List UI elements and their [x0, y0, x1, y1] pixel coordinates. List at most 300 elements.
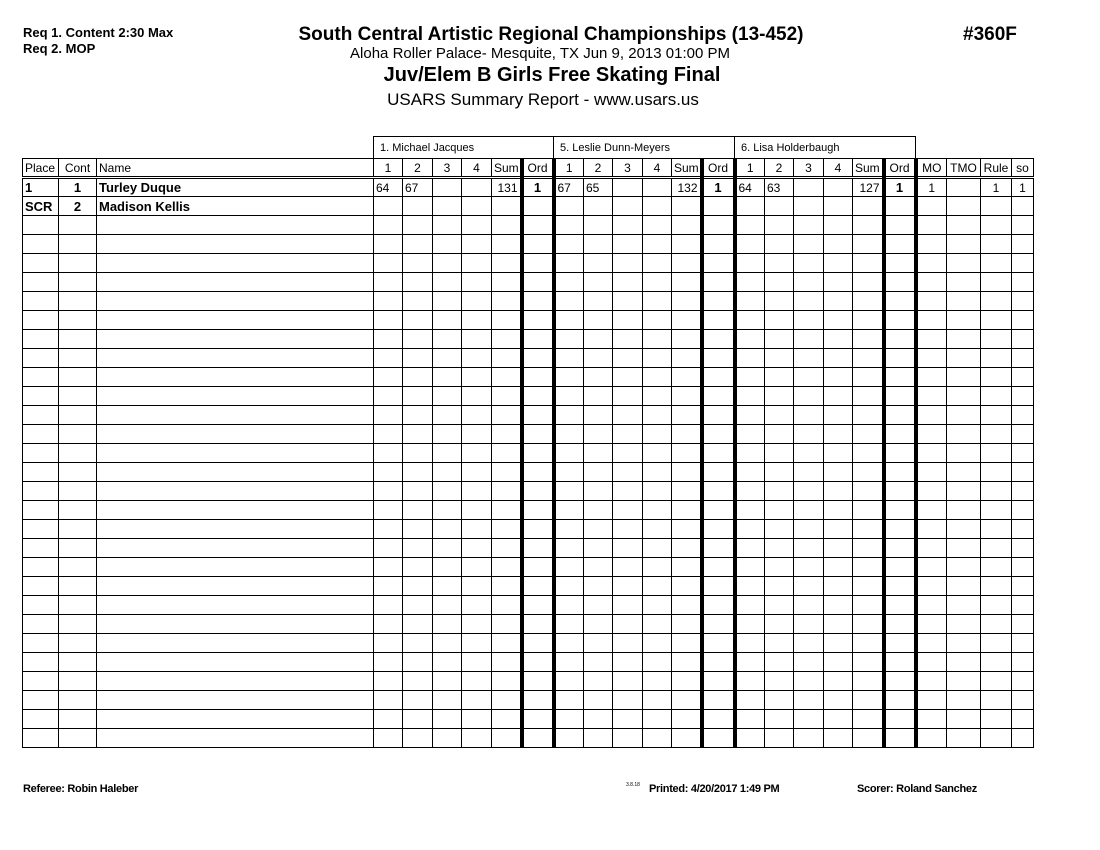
- empty-cell: [672, 710, 702, 729]
- empty-cell: [981, 539, 1012, 558]
- empty-cell: [97, 444, 374, 463]
- empty-cell: [59, 330, 97, 349]
- empty-cell: [735, 482, 765, 501]
- empty-cell: [643, 254, 672, 273]
- empty-cell: [672, 330, 702, 349]
- empty-cell: [853, 235, 884, 254]
- empty-cell: [947, 273, 981, 292]
- empty-cell: [765, 387, 794, 406]
- empty-cell: [794, 254, 824, 273]
- empty-cell: [916, 672, 947, 691]
- empty-cell: [765, 406, 794, 425]
- empty-cell: [462, 596, 492, 615]
- empty-cell: [492, 729, 522, 748]
- empty-cell: [97, 368, 374, 387]
- empty-cell: [462, 235, 492, 254]
- empty-cell: [735, 254, 765, 273]
- empty-cell: [522, 558, 554, 577]
- empty-cell: [554, 691, 584, 710]
- empty-cell: [492, 273, 522, 292]
- empty-cell: [433, 425, 462, 444]
- empty-cell: [584, 520, 613, 539]
- empty-cell: [492, 672, 522, 691]
- empty-cell: [522, 710, 554, 729]
- empty-cell: [433, 444, 462, 463]
- empty-cell: [672, 254, 702, 273]
- empty-cell: [765, 349, 794, 368]
- empty-cell: [916, 691, 947, 710]
- empty-cell: [765, 615, 794, 634]
- empty-cell: [522, 501, 554, 520]
- empty-cell: [97, 406, 374, 425]
- empty-cell: [765, 444, 794, 463]
- empty-cell: [59, 691, 97, 710]
- scorer-label: Scorer: Roland Sanchez: [857, 783, 977, 795]
- empty-cell: [735, 368, 765, 387]
- empty-cell: [853, 653, 884, 672]
- empty-cell: [554, 577, 584, 596]
- name-cell: Turley Duque: [97, 178, 374, 197]
- empty-cell: [735, 577, 765, 596]
- empty-cell: [1012, 387, 1034, 406]
- empty-cell: [853, 330, 884, 349]
- empty-cell: [981, 691, 1012, 710]
- j1-score-cell: [433, 197, 462, 216]
- empty-cell: [522, 634, 554, 653]
- empty-cell: [643, 482, 672, 501]
- empty-cell: [374, 615, 403, 634]
- empty-cell: [59, 292, 97, 311]
- empty-cell: [916, 406, 947, 425]
- empty-cell: [1012, 368, 1034, 387]
- empty-cell: [947, 501, 981, 520]
- empty-cell: [824, 330, 853, 349]
- empty-cell: [23, 558, 59, 577]
- empty-cell: [672, 520, 702, 539]
- empty-cell: [97, 501, 374, 520]
- empty-cell: [702, 691, 735, 710]
- empty-cell: [1012, 729, 1034, 748]
- empty-cell: [916, 653, 947, 672]
- j2-col-1: 1: [554, 159, 584, 178]
- place-cell: SCR: [23, 197, 59, 216]
- empty-cell: [462, 425, 492, 444]
- j1-col-2: 2: [403, 159, 433, 178]
- empty-cell: [884, 672, 916, 691]
- empty-cell: [672, 311, 702, 330]
- empty-cell: [554, 311, 584, 330]
- empty-cell: [702, 615, 735, 634]
- empty-cell: [492, 463, 522, 482]
- rule-cell: [981, 197, 1012, 216]
- empty-cell: [884, 235, 916, 254]
- empty-cell: [554, 444, 584, 463]
- empty-row: [23, 558, 1034, 577]
- empty-cell: [643, 330, 672, 349]
- empty-cell: [23, 691, 59, 710]
- empty-cell: [853, 425, 884, 444]
- empty-cell: [522, 311, 554, 330]
- empty-cell: [613, 539, 643, 558]
- empty-cell: [643, 520, 672, 539]
- empty-cell: [374, 235, 403, 254]
- cont-cell: 1: [59, 178, 97, 197]
- empty-cell: [824, 349, 853, 368]
- empty-cell: [97, 710, 374, 729]
- empty-cell: [853, 482, 884, 501]
- empty-cell: [403, 254, 433, 273]
- empty-cell: [584, 463, 613, 482]
- empty-cell: [23, 729, 59, 748]
- empty-cell: [824, 672, 853, 691]
- empty-row: [23, 235, 1034, 254]
- empty-cell: [374, 501, 403, 520]
- empty-cell: [97, 691, 374, 710]
- empty-cell: [643, 216, 672, 235]
- empty-cell: [884, 710, 916, 729]
- competition-title: South Central Artistic Regional Championships (13-452): [298, 24, 804, 45]
- empty-cell: [765, 216, 794, 235]
- empty-cell: [735, 634, 765, 653]
- empty-row: [23, 273, 1034, 292]
- empty-cell: [462, 615, 492, 634]
- empty-cell: [492, 387, 522, 406]
- empty-cell: [916, 254, 947, 273]
- empty-cell: [643, 387, 672, 406]
- empty-cell: [824, 501, 853, 520]
- empty-cell: [672, 387, 702, 406]
- empty-cell: [462, 501, 492, 520]
- empty-cell: [1012, 482, 1034, 501]
- j3-col-2: 2: [765, 159, 794, 178]
- empty-cell: [735, 653, 765, 672]
- empty-cell: [433, 520, 462, 539]
- empty-cell: [59, 710, 97, 729]
- empty-cell: [403, 615, 433, 634]
- empty-cell: [584, 710, 613, 729]
- empty-cell: [794, 710, 824, 729]
- empty-cell: [643, 463, 672, 482]
- empty-cell: [374, 292, 403, 311]
- empty-cell: [554, 539, 584, 558]
- col-tmo: TMO: [947, 159, 981, 178]
- empty-cell: [522, 539, 554, 558]
- j2-col-3: 3: [613, 159, 643, 178]
- empty-cell: [672, 539, 702, 558]
- empty-cell: [702, 292, 735, 311]
- j2-score-cell: [554, 197, 584, 216]
- empty-cell: [735, 406, 765, 425]
- empty-cell: [374, 691, 403, 710]
- empty-cell: [554, 729, 584, 748]
- empty-cell: [492, 615, 522, 634]
- empty-cell: [947, 729, 981, 748]
- empty-row: [23, 482, 1034, 501]
- empty-cell: [884, 577, 916, 596]
- empty-cell: [97, 463, 374, 482]
- empty-cell: [947, 653, 981, 672]
- empty-cell: [735, 691, 765, 710]
- empty-cell: [947, 254, 981, 273]
- j3-score-cell: [794, 178, 824, 197]
- empty-cell: [59, 349, 97, 368]
- empty-cell: [403, 368, 433, 387]
- empty-cell: [765, 330, 794, 349]
- j1-score-cell: 1: [522, 178, 554, 197]
- empty-cell: [884, 634, 916, 653]
- empty-cell: [462, 254, 492, 273]
- empty-cell: [1012, 539, 1034, 558]
- empty-cell: [981, 425, 1012, 444]
- empty-cell: [853, 387, 884, 406]
- empty-cell: [554, 501, 584, 520]
- j3-score-cell: 63: [765, 178, 794, 197]
- empty-cell: [884, 425, 916, 444]
- empty-cell: [916, 482, 947, 501]
- rule-cell: 1: [981, 178, 1012, 197]
- empty-cell: [433, 634, 462, 653]
- empty-cell: [613, 463, 643, 482]
- col-name: Name: [97, 159, 374, 178]
- j2-col-ord: Ord: [702, 159, 735, 178]
- empty-cell: [947, 235, 981, 254]
- empty-cell: [554, 349, 584, 368]
- empty-cell: [462, 406, 492, 425]
- empty-cell: [403, 406, 433, 425]
- empty-cell: [853, 596, 884, 615]
- empty-cell: [522, 672, 554, 691]
- empty-cell: [59, 444, 97, 463]
- empty-cell: [522, 729, 554, 748]
- empty-cell: [947, 539, 981, 558]
- empty-cell: [794, 368, 824, 387]
- j1-score-cell: [462, 178, 492, 197]
- empty-cell: [59, 368, 97, 387]
- empty-cell: [554, 615, 584, 634]
- empty-cell: [794, 729, 824, 748]
- empty-cell: [1012, 577, 1034, 596]
- empty-cell: [492, 425, 522, 444]
- empty-cell: [735, 387, 765, 406]
- empty-cell: [947, 292, 981, 311]
- empty-cell: [884, 406, 916, 425]
- empty-row: [23, 653, 1034, 672]
- empty-cell: [554, 463, 584, 482]
- empty-cell: [794, 615, 824, 634]
- empty-cell: [702, 368, 735, 387]
- empty-cell: [23, 501, 59, 520]
- empty-cell: [672, 634, 702, 653]
- empty-cell: [433, 349, 462, 368]
- empty-cell: [702, 330, 735, 349]
- empty-cell: [584, 273, 613, 292]
- empty-cell: [702, 672, 735, 691]
- empty-cell: [643, 273, 672, 292]
- empty-cell: [433, 482, 462, 501]
- empty-cell: [433, 273, 462, 292]
- empty-cell: [794, 577, 824, 596]
- empty-cell: [584, 482, 613, 501]
- empty-row: [23, 254, 1034, 273]
- empty-cell: [462, 634, 492, 653]
- empty-cell: [584, 330, 613, 349]
- empty-cell: [59, 406, 97, 425]
- empty-cell: [916, 634, 947, 653]
- empty-cell: [853, 349, 884, 368]
- j3-score-cell: [884, 197, 916, 216]
- empty-cell: [672, 349, 702, 368]
- empty-cell: [702, 596, 735, 615]
- empty-cell: [613, 653, 643, 672]
- place-cell: 1: [23, 178, 59, 197]
- empty-cell: [735, 444, 765, 463]
- empty-cell: [59, 653, 97, 672]
- empty-cell: [643, 349, 672, 368]
- empty-cell: [765, 463, 794, 482]
- empty-cell: [59, 672, 97, 691]
- empty-cell: [97, 672, 374, 691]
- empty-cell: [433, 216, 462, 235]
- empty-cell: [613, 254, 643, 273]
- empty-cell: [374, 463, 403, 482]
- empty-cell: [374, 634, 403, 653]
- empty-cell: [97, 596, 374, 615]
- empty-cell: [59, 216, 97, 235]
- empty-cell: [522, 596, 554, 615]
- table-header-row: [23, 159, 1034, 178]
- empty-cell: [794, 501, 824, 520]
- empty-cell: [97, 539, 374, 558]
- j2-score-cell: [672, 197, 702, 216]
- empty-cell: [981, 235, 1012, 254]
- empty-cell: [433, 406, 462, 425]
- j2-col-sum: Sum: [672, 159, 702, 178]
- empty-cell: [492, 311, 522, 330]
- empty-cell: [374, 710, 403, 729]
- empty-cell: [554, 425, 584, 444]
- empty-cell: [672, 596, 702, 615]
- empty-cell: [374, 577, 403, 596]
- empty-cell: [23, 710, 59, 729]
- empty-cell: [1012, 558, 1034, 577]
- empty-cell: [23, 577, 59, 596]
- empty-cell: [613, 216, 643, 235]
- empty-cell: [433, 596, 462, 615]
- empty-cell: [672, 729, 702, 748]
- empty-cell: [554, 387, 584, 406]
- empty-cell: [702, 729, 735, 748]
- empty-cell: [403, 216, 433, 235]
- empty-cell: [824, 311, 853, 330]
- empty-cell: [794, 596, 824, 615]
- empty-cell: [981, 273, 1012, 292]
- empty-cell: [522, 273, 554, 292]
- empty-cell: [672, 482, 702, 501]
- empty-cell: [672, 558, 702, 577]
- empty-cell: [492, 254, 522, 273]
- empty-cell: [853, 539, 884, 558]
- empty-cell: [824, 691, 853, 710]
- empty-cell: [981, 254, 1012, 273]
- empty-cell: [765, 482, 794, 501]
- j1-col-1: 1: [374, 159, 403, 178]
- judge-header-1: 1. Michael Jacques: [373, 136, 554, 158]
- j1-col-ord: Ord: [522, 159, 554, 178]
- empty-cell: [613, 311, 643, 330]
- tmo-cell: [947, 178, 981, 197]
- empty-cell: [853, 672, 884, 691]
- empty-cell: [824, 406, 853, 425]
- empty-cell: [522, 387, 554, 406]
- j2-score-cell: [702, 197, 735, 216]
- empty-cell: [403, 463, 433, 482]
- empty-cell: [672, 615, 702, 634]
- j2-score-cell: [643, 178, 672, 197]
- empty-cell: [23, 520, 59, 539]
- empty-cell: [643, 235, 672, 254]
- empty-cell: [916, 330, 947, 349]
- empty-cell: [403, 273, 433, 292]
- empty-cell: [643, 444, 672, 463]
- empty-cell: [981, 729, 1012, 748]
- empty-cell: [59, 425, 97, 444]
- empty-cell: [765, 311, 794, 330]
- empty-cell: [374, 330, 403, 349]
- empty-cell: [584, 577, 613, 596]
- empty-cell: [554, 216, 584, 235]
- j3-score-cell: [735, 197, 765, 216]
- col-place: Place: [23, 159, 59, 178]
- j3-col-1: 1: [735, 159, 765, 178]
- empty-cell: [765, 292, 794, 311]
- empty-cell: [643, 615, 672, 634]
- empty-cell: [584, 387, 613, 406]
- table-row: [23, 197, 1034, 216]
- empty-cell: [584, 729, 613, 748]
- j2-score-cell: 132: [672, 178, 702, 197]
- empty-cell: [23, 406, 59, 425]
- empty-cell: [1012, 596, 1034, 615]
- empty-cell: [643, 406, 672, 425]
- table-row: [23, 178, 1034, 197]
- empty-cell: [23, 311, 59, 330]
- empty-cell: [613, 235, 643, 254]
- empty-cell: [584, 596, 613, 615]
- empty-cell: [916, 387, 947, 406]
- empty-cell: [374, 425, 403, 444]
- venue-date: Aloha Roller Palace- Mesquite, TX Jun 9, 2013 01:00 PM: [350, 45, 730, 62]
- empty-cell: [916, 235, 947, 254]
- empty-cell: [59, 482, 97, 501]
- empty-cell: [765, 634, 794, 653]
- empty-cell: [403, 539, 433, 558]
- empty-cell: [853, 729, 884, 748]
- empty-cell: [1012, 406, 1034, 425]
- empty-cell: [374, 539, 403, 558]
- empty-cell: [981, 520, 1012, 539]
- empty-cell: [643, 729, 672, 748]
- col-cont: Cont: [59, 159, 97, 178]
- empty-cell: [981, 577, 1012, 596]
- empty-cell: [59, 596, 97, 615]
- empty-cell: [374, 653, 403, 672]
- empty-cell: [59, 235, 97, 254]
- empty-cell: [554, 520, 584, 539]
- empty-cell: [1012, 349, 1034, 368]
- empty-cell: [522, 520, 554, 539]
- empty-cell: [643, 501, 672, 520]
- empty-cell: [613, 615, 643, 634]
